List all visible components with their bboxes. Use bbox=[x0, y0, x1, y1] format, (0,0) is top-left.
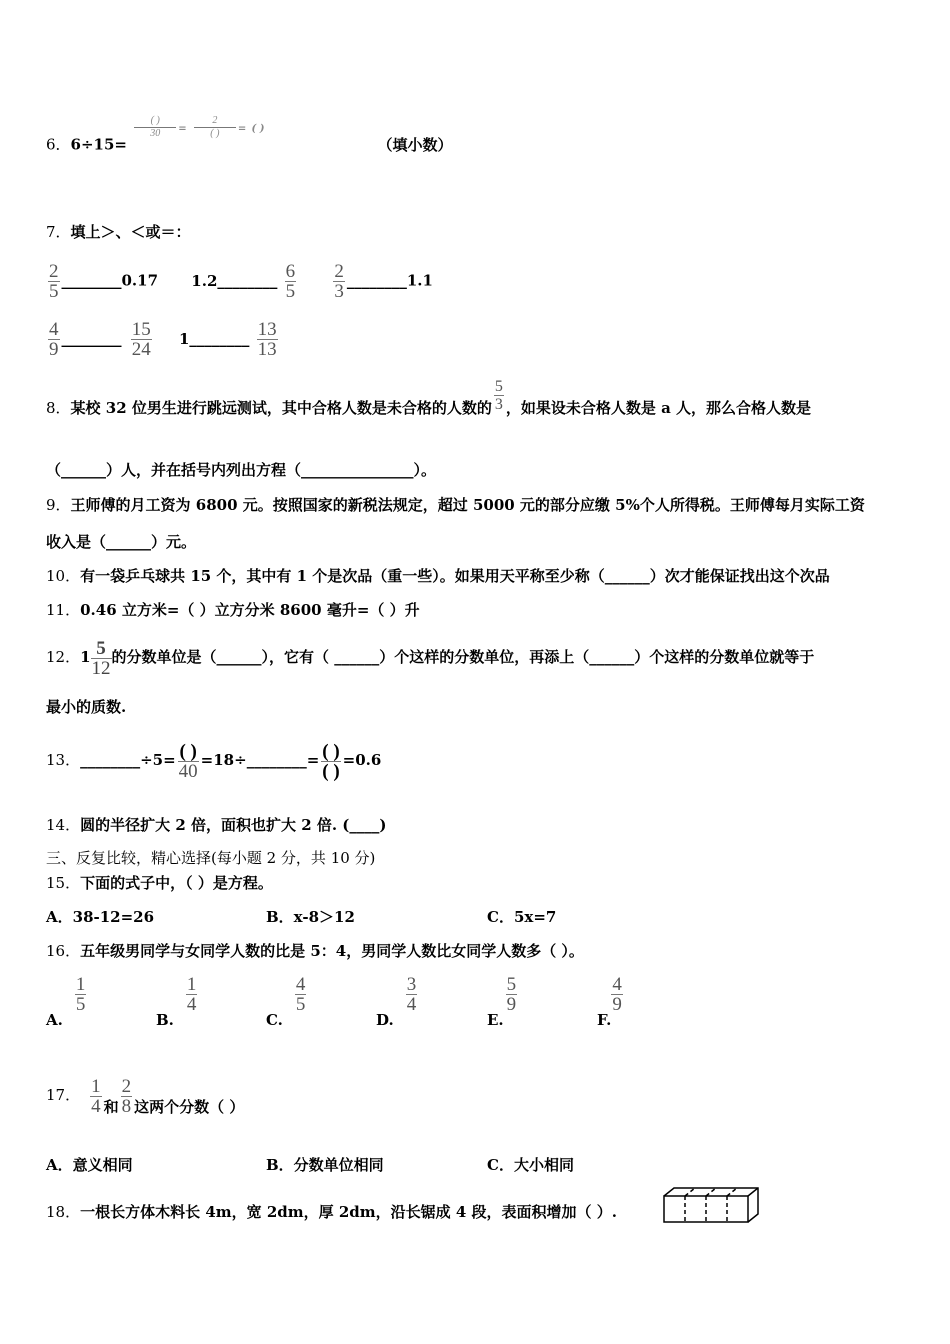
question-number: 6． bbox=[46, 135, 71, 154]
q12-line-2: 最小的质数. bbox=[46, 698, 127, 716]
option-b[interactable]: B．x-8＞12 bbox=[266, 908, 355, 926]
fraction: $\frac{2}{8}$ bbox=[121, 1075, 132, 1117]
fraction: $\frac{( )}{40}$ bbox=[178, 740, 198, 782]
question-17: 17． $\frac{1}{4}$ 和 $\frac{2}{8}$ 这两个分数（ ） bbox=[46, 1075, 245, 1117]
question-11: 11．0.46 立方米=（ ）立方分米 8600 毫升=（ ）升 bbox=[46, 601, 420, 619]
question-9: 9．王师傅的月工资为 6800 元。按照国家的新税法规定，超过 5000 元的部分应缴 5%个人所得税。王师傅每月实际工资 bbox=[46, 496, 865, 514]
fraction: $\frac{6}{5}$ bbox=[285, 261, 296, 302]
fraction: $\frac{13}{13}$ bbox=[257, 319, 277, 360]
question-18: 18．一根长方体木料长 4m，宽 2dm，厚 2dm，沿长锯成 4 段，表面积增加（ ）. bbox=[46, 1203, 617, 1221]
fraction: $\frac{5}{12}$ bbox=[91, 637, 111, 679]
cuboid-figure bbox=[662, 1186, 762, 1224]
fraction: $\frac{15}{24}$ bbox=[131, 319, 151, 360]
answer-blank[interactable]: ________ bbox=[189, 329, 250, 348]
option-a[interactable]: A. $\frac{1}{5}$ bbox=[46, 974, 86, 1029]
option-d[interactable]: D. $\frac{3}{4}$ bbox=[376, 974, 417, 1029]
fraction: $\frac{2}{3}$ bbox=[334, 261, 344, 302]
q7-row-2: $\frac{4}{9}$ ________ $\frac{15}{24}$ 1________ $\frac{13}{13}$ bbox=[49, 319, 277, 360]
q15-options bbox=[46, 907, 926, 927]
question-7: 7．填上＞、＜或＝： bbox=[46, 223, 191, 241]
option-f[interactable]: F. $\frac{4}{9}$ bbox=[597, 974, 622, 1029]
option-a[interactable]: A．意义相同 bbox=[46, 1156, 133, 1174]
question-12: 12．1 $\frac{5}{12}$ 的分数单位是（______），它有（ ______）个这样的分数单位，再添上（______）个这样的分数单位就等于 bbox=[46, 637, 815, 679]
option-c[interactable]: C．5x=7 bbox=[487, 908, 557, 926]
q17-options bbox=[46, 1155, 926, 1175]
fraction: $\frac{5}{3}$ bbox=[494, 377, 503, 413]
question-6 bbox=[46, 115, 453, 158]
q9-line-2: 收入是（______）元。 bbox=[46, 533, 197, 551]
note: （填小数） bbox=[377, 135, 453, 154]
fraction: $\frac{4}{9}$ bbox=[49, 319, 59, 360]
answer-blank[interactable]: ________ bbox=[346, 271, 407, 290]
fraction: $\frac{2}{( )}$ bbox=[194, 115, 236, 140]
question-13: 13．________÷5= $\frac{( )}{40}$ =18÷________= $\frac{( )}{( )}$ =0.6 bbox=[46, 740, 382, 782]
answer-blank[interactable]: ________ bbox=[246, 751, 307, 769]
option-e[interactable]: E. $\frac{5}{9}$ bbox=[487, 974, 517, 1029]
q7-row-1: $\frac{2}{5}$ ________0.17 1.2________ $\frac{6}{5}$ $\frac{2}{3}$ ________1.1 bbox=[49, 261, 433, 302]
fraction: $\frac{1}{4}$ bbox=[91, 1075, 101, 1117]
question-14: 14．圆的半径扩大 2 倍，面积也扩大 2 倍. (____) bbox=[46, 816, 387, 834]
answer-blank[interactable]: ________ bbox=[61, 329, 122, 348]
question-15: 15．下面的式子中，（ ）是方程。 bbox=[46, 874, 273, 892]
fraction-image: $\frac{( )}{30}$ = $\frac{2}{( )}$ = ( ) bbox=[132, 115, 302, 140]
answer-blank[interactable]: ________ bbox=[61, 271, 122, 290]
fraction: $\frac{2}{5}$ bbox=[49, 261, 59, 302]
fraction: $\frac{( )}{30}$ bbox=[134, 115, 176, 140]
question-8: 8．某校 32 位男生进行跳远测试，其中合格人数是未合格的人数的 $\frac{5}{3}$ ，如果设未合格人数是 a 人，那么合格人数是 bbox=[46, 377, 812, 417]
q8-line-2: （______）人，并在括号内列出方程（_______________）。 bbox=[46, 461, 437, 479]
section-3-heading: 三、反复比较，精心选择(每小题 2 分，共 10 分) bbox=[46, 849, 376, 867]
answer-blank[interactable]: ________ bbox=[80, 751, 141, 769]
option-c[interactable]: C. $\frac{4}{5}$ bbox=[266, 974, 306, 1029]
option-c[interactable]: C．大小相同 bbox=[487, 1156, 574, 1174]
expression: 6÷15= bbox=[70, 135, 127, 154]
answer-blank[interactable]: ________ bbox=[217, 271, 278, 290]
question-10: 10．有一袋乒乓球共 15 个，其中有 1 个是次品（重一些）。如果用天平称至少称（______）次才能保证找出这个次品 bbox=[46, 567, 830, 585]
q16-options bbox=[46, 974, 926, 1029]
option-a[interactable]: A．38-12=26 bbox=[46, 908, 155, 926]
fraction: $\frac{( )}{( )}$ bbox=[322, 740, 340, 782]
option-b[interactable]: B. $\frac{1}{4}$ bbox=[156, 974, 197, 1029]
question-16: 16．五年级男同学与女同学人数的比是 5：4，男同学人数比女同学人数多（ ）。 bbox=[46, 942, 584, 960]
option-b[interactable]: B．分数单位相同 bbox=[266, 1156, 384, 1174]
